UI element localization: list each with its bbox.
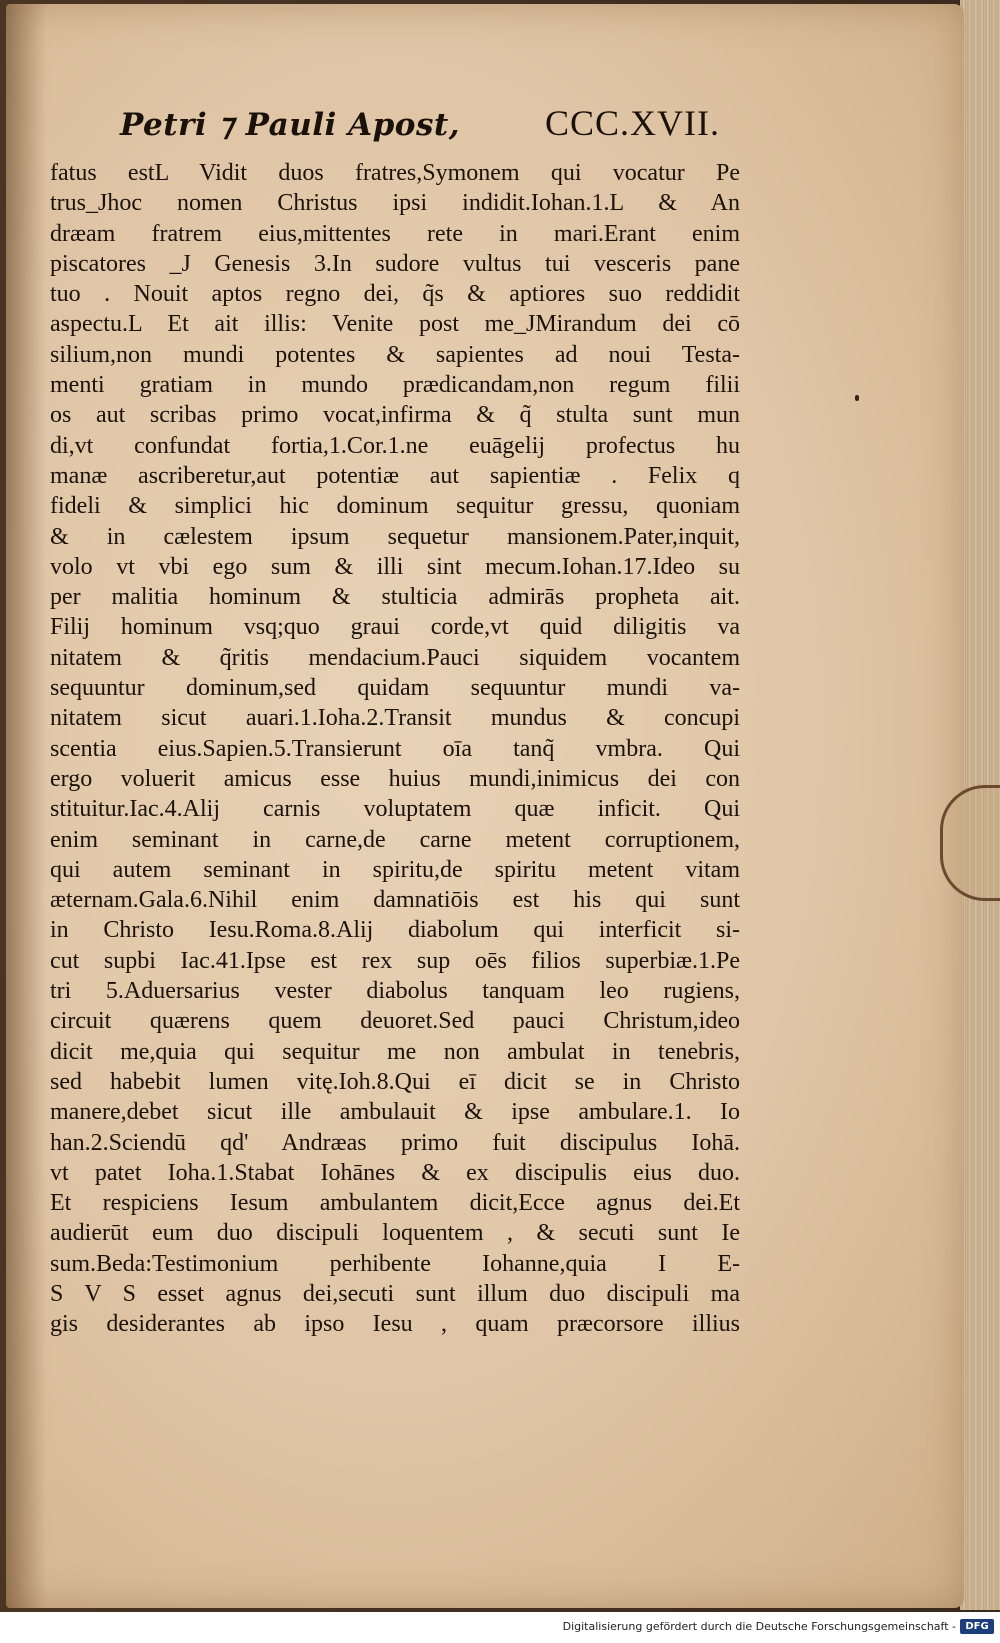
text-line: scentia eius.Sapien.5.Transierunt oīa tanq̃ vmbra. Qui (50, 735, 740, 762)
digitization-footer (0, 1612, 1000, 1643)
text-line: di,vt confundat fortia,1.Cor.1.ne euāgelij profectus hu (50, 432, 740, 459)
dfg-logo: DFG (960, 1619, 994, 1634)
text-line: per malitia hominum & stulticia admirās propheta ait. (50, 584, 740, 611)
text-line: sequuntur dominum,sed quidam sequuntur mundi va- (50, 675, 740, 702)
text-line: manere,debet sicut ille ambulauit & ipse ambulare.1. Io (50, 1099, 740, 1126)
text-line: nitatem & q̃ritis mendacium.Pauci siquidem vocantem (50, 644, 740, 671)
text-line: enim seminant in carne,de carne metent corruptionem, (50, 826, 740, 853)
folio-number: CCC.XVII. (544, 103, 720, 143)
text-line: in Christo Iesu.Roma.8.Alij diabolum qui interficit si- (50, 917, 740, 944)
text-line: aspectu.L Et ait illis: Venite post me_JMirandum dei cō (50, 311, 740, 338)
text-line: dræam fratrem eius,mittentes rete in mari.Erant enim (50, 220, 740, 247)
funding-credit: Digitalisierung gefördert durch die Deutsche Forschungsgemeinschaft - (562, 1620, 956, 1633)
text-line: vt patet Ioha.1.Stabat Iohānes & ex discipulis eius duo. (50, 1159, 740, 1186)
text-line: stituitur.Iac.4.Alij carnis voluptatem quæ inficit. Qui (50, 796, 740, 823)
text-line: & in cælestem ipsum sequetur mansionem.Pater,inquit, (50, 523, 740, 550)
text-line: gis desiderantes ab ipso Iesu , quam præcorsore illius (50, 1311, 740, 1338)
text-line: æternam.Gala.6.Nihil enim damnatiōis est his qui sunt (50, 887, 740, 914)
clasp-mark (940, 785, 1000, 901)
text-line: han.2.Sciendū qd' Andræas primo fuit discipulus Iohā. (50, 1129, 740, 1156)
text-line: trus_Jhoc nomen Christus ipsi indidit.Iohan.1.L & An (50, 190, 740, 217)
text-line: silium,non mundi potentes & sapientes ad noui Testa- (50, 341, 740, 368)
text-line: fideli & simplici hic dominum sequitur gressu, quoniam (50, 493, 740, 520)
text-line: os aut scribas primo vocat,infirma & q̃ stulta sunt mun (50, 402, 740, 429)
text-line: Et respiciens Iesum ambulantem dicit,Ecce agnus dei.Et (50, 1190, 740, 1217)
text-line: Filij hominum vsq;quo graui corde,vt quid diligitis va (50, 614, 740, 641)
text-line: sed habebit lumen vitę.Ioh.8.Qui eī dicit se in Christo (50, 1068, 740, 1095)
text-line: tri 5.Aduersarius vester diabolus tanquam leo rugiens, (50, 978, 740, 1005)
text-line: tuo . Nouit aptos regno dei, q̃s & aptiores suo reddidit (50, 281, 740, 308)
running-head (120, 102, 720, 152)
text-line: manæ ascriberetur,aut potentiæ aut sapientiæ . Felix q (50, 462, 740, 489)
running-title: Petri ⁊ Pauli Apost, (120, 107, 461, 143)
text-line: audierūt eum duo discipuli loquentem , & secuti sunt Ie (50, 1220, 740, 1247)
text-line: fatus estL Vidit duos fratres,Symonem qui vocatur Pe (50, 160, 740, 186)
text-line: cut supbi Iac.41.Ipse est rex sup oēs filios superbiæ.1.Pe (50, 947, 740, 974)
text-line: dicit me,quia qui sequitur me non ambulat in tenebris, (50, 1038, 740, 1065)
body-text (50, 158, 740, 1340)
text-line: circuit quærens quem deuoret.Sed pauci Christum,ideo (50, 1008, 740, 1035)
text-line: qui autem seminant in spiritu,de spiritu metent vitam (50, 856, 740, 883)
text-line: sum.Beda:Testimonium perhibente Iohanne,quia I E- (50, 1250, 740, 1277)
text-line: S V S esset agnus dei,secuti sunt illum duo discipuli ma (50, 1280, 740, 1307)
gutter-shadow (6, 4, 46, 1608)
text-line: ergo voluerit amicus esse huius mundi,inimicus dei con (50, 765, 740, 792)
text-line: nitatem sicut auari.1.Ioha.2.Transit mundus & concupi (50, 705, 740, 732)
ink-speck (855, 395, 859, 401)
text-line: piscatores _J Genesis 3.In sudore vultus tui vesceris pane (50, 250, 740, 277)
text-line: menti gratiam in mundo prædicandam,non regum filii (50, 372, 740, 399)
text-line: volo vt vbi ego sum & illi sint mecum.Iohan.17.Ideo su (50, 553, 740, 580)
